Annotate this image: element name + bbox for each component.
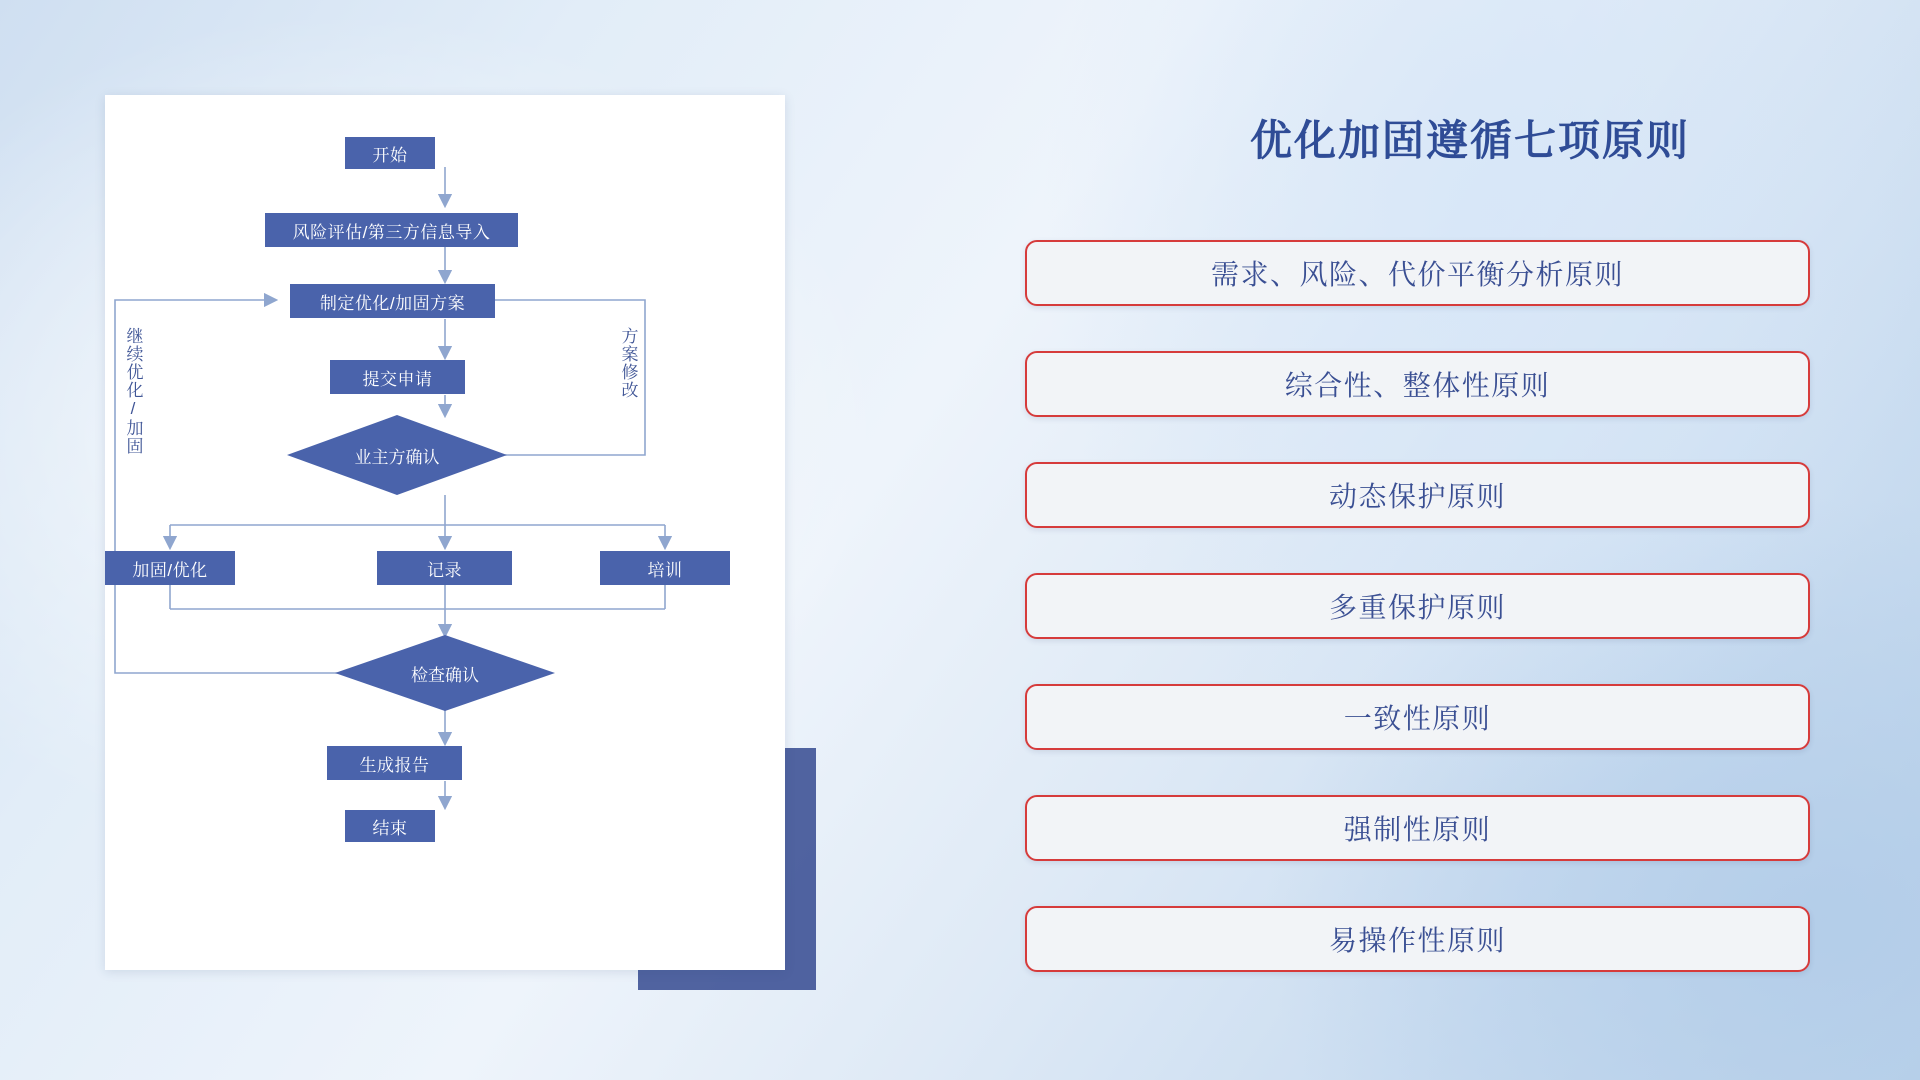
principle-label: 强制性原则 xyxy=(1343,814,1492,845)
principle-item-3[interactable] xyxy=(1025,462,1810,528)
principle-label: 综合性、整体性原则 xyxy=(1284,370,1551,401)
principle-label: 一致性原则 xyxy=(1343,703,1492,734)
principle-item-2[interactable] xyxy=(1025,351,1810,417)
principle-label: 多重保护原则 xyxy=(1328,592,1506,623)
flow-node-risk-assessment[interactable] xyxy=(265,213,518,247)
flow-node-label: 培训 xyxy=(647,560,683,580)
flow-node-label: 结束 xyxy=(372,818,408,838)
principle-label: 动态保护原则 xyxy=(1328,481,1506,512)
flow-decision-owner-confirm[interactable] xyxy=(287,415,507,495)
flowchart-diagram xyxy=(105,95,785,970)
flow-node-end[interactable] xyxy=(345,810,435,842)
flow-node-start[interactable] xyxy=(345,137,435,169)
flow-node-label: 制定优化/加固方案 xyxy=(319,293,466,313)
flow-node-label: 风险评估/第三方信息导入 xyxy=(292,222,491,242)
principle-item-6[interactable] xyxy=(1025,795,1810,861)
principles-title: 优化加固遵循七项原则 xyxy=(1249,117,1690,164)
flow-node-generate-report[interactable] xyxy=(327,746,462,780)
principle-item-4[interactable] xyxy=(1025,573,1810,639)
flow-node-label: 加固/优化 xyxy=(132,560,208,580)
flow-edge-label-right: 方案修改 xyxy=(618,327,638,399)
flow-node-reinforce[interactable] xyxy=(105,551,235,585)
principle-item-1[interactable] xyxy=(1025,240,1810,306)
flow-node-training[interactable] xyxy=(600,551,730,585)
flow-node-label: 业主方确认 xyxy=(354,447,440,467)
principle-item-7[interactable] xyxy=(1025,906,1810,972)
flowchart-card xyxy=(105,95,785,970)
principle-item-5[interactable] xyxy=(1025,684,1810,750)
flow-decision-check-confirm[interactable] xyxy=(335,635,555,711)
flow-node-label: 生成报告 xyxy=(359,755,430,775)
flow-edge-label-left: 继续优化/加固 xyxy=(123,327,143,455)
flow-node-label: 检查确认 xyxy=(411,665,479,685)
flow-node-label: 记录 xyxy=(427,560,462,580)
flow-node-record[interactable] xyxy=(377,551,512,585)
flow-node-label: 开始 xyxy=(372,145,408,165)
principle-label: 易操作性原则 xyxy=(1328,925,1506,956)
flow-node-plan[interactable] xyxy=(290,284,495,318)
principle-label: 需求、风险、代价平衡分析原则 xyxy=(1210,259,1624,290)
flow-node-submit-application[interactable] xyxy=(330,360,465,394)
flow-node-label: 提交申请 xyxy=(362,369,433,389)
